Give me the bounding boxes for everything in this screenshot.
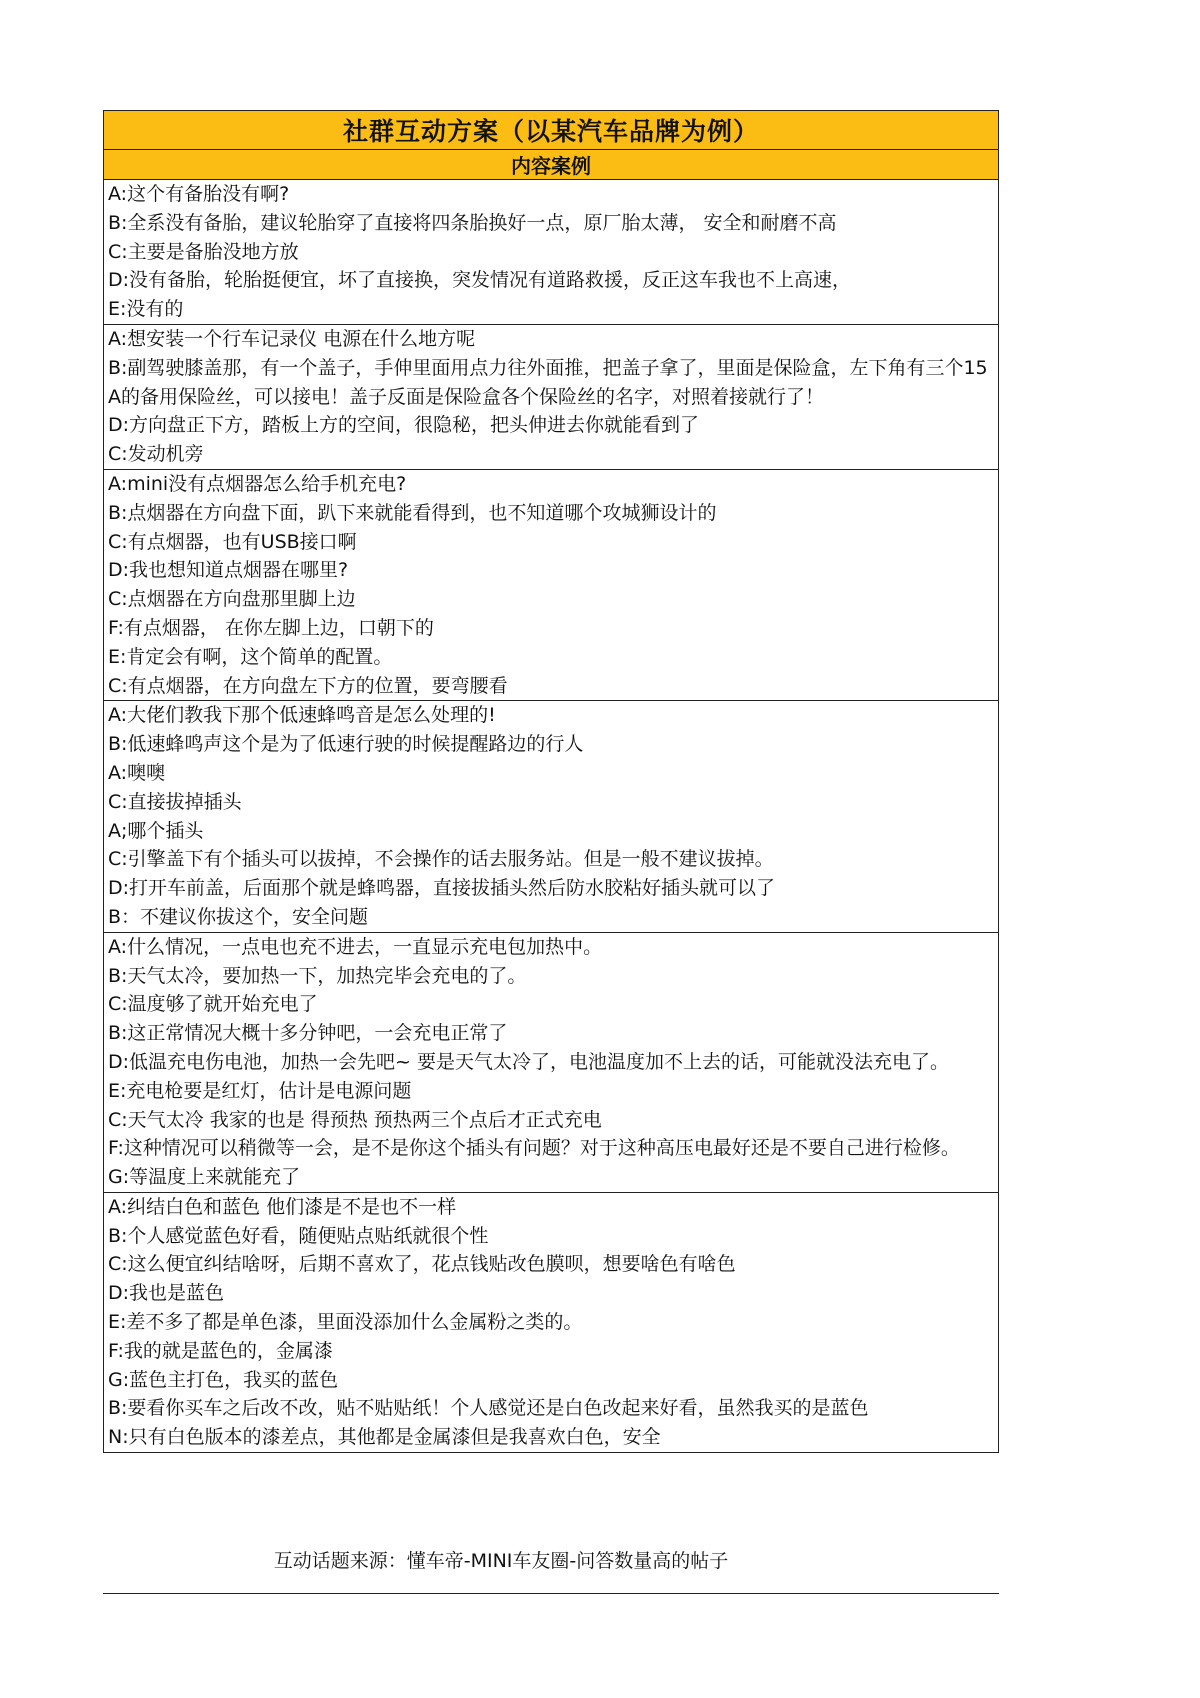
dialogue-line: D:我也是蓝色: [108, 1282, 225, 1305]
dialogue-line: E:没有的: [108, 298, 184, 321]
dialogue-line: B:要看你买车之后改不改，贴不贴贴纸！个人感觉还是白色改起来好看，虽然我买的是蓝色: [108, 1397, 869, 1420]
dialogue-line: B:点烟器在方向盘下面，趴下来就能看得到，也不知道哪个攻城狮设计的: [108, 501, 717, 524]
interaction-plan-table: [103, 110, 999, 1453]
dialogue-line: D:没有备胎，轮胎挺便宜，坏了直接换，突发情况有道路救援，反正这车我也不上高速，: [108, 269, 852, 292]
dialogue-line: A:想安装一个行车记录仪 电源在什么地方呢: [108, 327, 476, 350]
dialogue-line: A:这个有备胎没有啊?: [108, 183, 290, 205]
dialogue-line: G:等温度上来就能充了: [108, 1166, 301, 1189]
dialogue-line: A:大佬们教我下那个低速蜂鸣音是怎么处理的!: [108, 704, 496, 727]
dialogue-line: E:肯定会有啊，这个简单的配置。: [108, 645, 393, 668]
dialogue-line: D:低温充电伤电池，加热一会先吧~ 要是天气太冷了，电池温度加不上去的话，可能就没法充电了。: [108, 1050, 949, 1073]
dialogue-line: C:温度够了就开始充电了: [108, 993, 318, 1016]
dialogue-line: C:引擎盖下有个插头可以拔掉，不会操作的话去服务站。但是一般不建议拔掉。: [108, 848, 774, 871]
dialogue-line: C:点烟器在方向盘那里脚上边: [108, 588, 356, 611]
dialogue-line: A:纠结白色和蓝色 他们漆是不是也不一样: [108, 1195, 457, 1218]
dialogue-line: N:只有白色版本的漆差点，其他都是金属漆但是我喜欢白色，安全: [108, 1426, 661, 1449]
dialogue-line: F:有点烟器， 在你左脚上边，口朝下的: [108, 616, 434, 639]
dialogue-line: B：不建议你拔这个，安全问题: [108, 905, 369, 928]
dialogue-line: C:主要是备胎没地方放: [108, 240, 299, 263]
footer-divider: [103, 1593, 999, 1594]
dialogue-line: C:这么便宜纠结啥呀，后期不喜欢了，花点钱贴改色膜呗，想要啥色有啥色: [108, 1253, 736, 1276]
dialogue-line: A:噢噢: [108, 761, 166, 784]
case-block: [103, 180, 999, 325]
dialogue-line: D:打开车前盖，后面那个就是蜂鸣器，直接拔插头然后防水胶粘好插头就可以了: [108, 877, 776, 900]
case-block: [103, 701, 999, 932]
dialogue-line: C:有点烟器，在方向盘左下方的位置，要弯腰看: [108, 674, 508, 697]
dialogue-line: C:发动机旁: [108, 443, 204, 466]
source-note: 互动话题来源：懂车帝-MINI车友圈-问答数量高的帖子: [273, 1550, 729, 1572]
dialogue-line: A:什么情况，一点电也充不进去，一直显示充电包加热中。: [108, 935, 603, 958]
case-block: [103, 470, 999, 701]
case-block: [103, 933, 999, 1193]
dialogue-line: D:方向盘正下方，踏板上方的空间，很隐秘，把头伸进去你就能看到了: [108, 414, 700, 437]
case-list: [103, 180, 999, 1453]
case-block: [103, 325, 999, 470]
case-block: [103, 1193, 999, 1453]
dialogue-line: B:副驾驶膝盖那，有一个盖子，手伸里面用点力往外面推，把盖子拿了，里面是保险盒，左下角有三个15A的备用保险丝，可以接电！盖子反面是保险盒各个保险丝的名字，对照着接就行了！: [108, 356, 988, 408]
dialogue-line: B:全系没有备胎，建议轮胎穿了直接将四条胎换好一点，原厂胎太薄， 安全和耐磨不高: [108, 211, 837, 234]
dialogue-line: B:个人感觉蓝色好看，随便贴点贴纸就很个性: [108, 1224, 489, 1247]
dialogue-line: B:天气太冷，要加热一下，加热完毕会充电的了。: [108, 964, 527, 987]
dialogue-line: G:蓝色主打色，我买的蓝色: [108, 1368, 339, 1391]
dialogue-line: E:充电枪要是红灯，估计是电源问题: [108, 1079, 412, 1102]
dialogue-line: C:有点烟器，也有USB接口啊: [108, 530, 357, 553]
dialogue-line: B:这正常情况大概十多分钟吧，一会充电正常了: [108, 1022, 508, 1045]
dialogue-line: F:这种情况可以稍微等一会，是不是你这个插头有问题？对于这种高压电最好还是不要自己进行检修。: [108, 1137, 960, 1160]
section-header: 内容案例: [103, 149, 999, 180]
dialogue-line: D:我也想知道点烟器在哪里?: [108, 559, 349, 582]
dialogue-line: B:低速蜂鸣声这个是为了低速行驶的时候提醒路边的行人: [108, 733, 584, 756]
dialogue-line: C:天气太冷 我家的也是 得预热 预热两三个点后才正式充电: [108, 1108, 602, 1131]
dialogue-line: A;哪个插头: [108, 819, 204, 842]
dialogue-line: E:差不多了都是单色漆，里面没添加什么金属粉之类的。: [108, 1311, 583, 1334]
dialogue-line: F:我的就是蓝色的，金属漆: [108, 1339, 333, 1362]
page-title: 社群互动方案（以某汽车品牌为例）: [103, 110, 999, 149]
dialogue-line: A:mini没有点烟器怎么给手机充电?: [108, 472, 407, 495]
dialogue-line: C:直接拔掉插头: [108, 790, 242, 813]
